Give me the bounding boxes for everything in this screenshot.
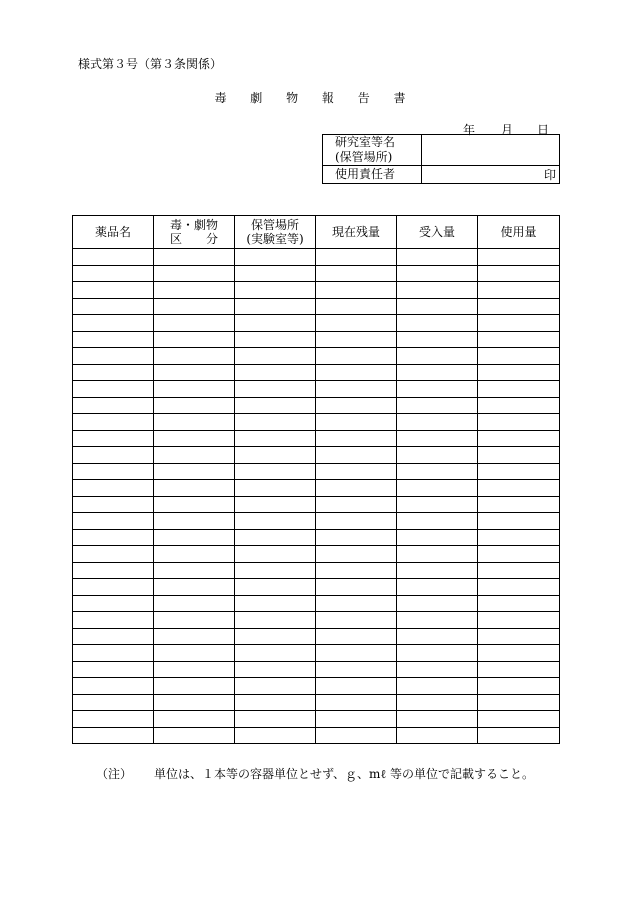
cell-used[interactable] (478, 265, 560, 282)
cell-remaining[interactable] (316, 579, 397, 596)
cell-used[interactable] (478, 678, 560, 695)
cell-chemical-name[interactable] (73, 595, 154, 612)
cell-used[interactable] (478, 249, 560, 266)
seal-mark: 印 (543, 168, 556, 182)
cell-storage[interactable] (235, 430, 316, 447)
cell-remaining[interactable] (316, 595, 397, 612)
cell-storage[interactable] (235, 579, 316, 596)
storage-place-label: (保管場所) (335, 150, 393, 164)
cell-remaining[interactable] (316, 430, 397, 447)
cell-chemical-name[interactable] (73, 661, 154, 678)
cell-category[interactable] (154, 381, 235, 398)
cell-chemical-name[interactable] (73, 529, 154, 546)
cell-category[interactable] (154, 348, 235, 365)
cell-storage[interactable] (235, 331, 316, 348)
cell-storage[interactable] (235, 529, 316, 546)
cell-chemical-name[interactable] (73, 480, 154, 497)
cell-category[interactable] (154, 529, 235, 546)
cell-category[interactable] (154, 513, 235, 530)
header-received: 受入量 (397, 216, 478, 249)
cell-chemical-name[interactable] (73, 612, 154, 629)
cell-remaining[interactable] (316, 364, 397, 381)
cell-category[interactable] (154, 678, 235, 695)
cell-remaining[interactable] (316, 282, 397, 299)
cell-chemical-name[interactable] (73, 331, 154, 348)
header-storage (235, 216, 316, 249)
cell-category[interactable] (154, 447, 235, 464)
cell-used[interactable] (478, 727, 560, 744)
cell-received[interactable] (397, 463, 478, 480)
table-row (73, 381, 560, 398)
cell-used[interactable] (478, 298, 560, 315)
cell-used[interactable] (478, 595, 560, 612)
cell-storage[interactable] (235, 727, 316, 744)
cell-storage[interactable] (235, 496, 316, 513)
cell-chemical-name[interactable] (73, 315, 154, 332)
cell-used[interactable] (478, 612, 560, 629)
table-row (73, 265, 560, 282)
table-row (73, 414, 560, 431)
cell-storage[interactable] (235, 711, 316, 728)
cell-storage[interactable] (235, 694, 316, 711)
cell-received[interactable] (397, 447, 478, 464)
date-month-label: 月 (501, 123, 514, 137)
cell-storage[interactable] (235, 282, 316, 299)
cell-storage[interactable] (235, 562, 316, 579)
cell-category[interactable] (154, 282, 235, 299)
cell-used[interactable] (478, 513, 560, 530)
lab-name-label-cell (323, 135, 422, 166)
table-row (73, 711, 560, 728)
cell-received[interactable] (397, 315, 478, 332)
cell-category[interactable] (154, 249, 235, 266)
cell-category[interactable] (154, 480, 235, 497)
table-row (73, 645, 560, 662)
cell-storage[interactable] (235, 298, 316, 315)
cell-remaining[interactable] (316, 480, 397, 497)
cell-remaining[interactable] (316, 249, 397, 266)
cell-remaining[interactable] (316, 265, 397, 282)
cell-remaining[interactable] (316, 645, 397, 662)
table-row (73, 364, 560, 381)
cell-used[interactable] (478, 348, 560, 365)
cell-chemical-name[interactable] (73, 364, 154, 381)
cell-category[interactable] (154, 364, 235, 381)
header-storage-line1: 保管場所 (250, 218, 299, 232)
table-row (73, 529, 560, 546)
date-day-label: 日 (537, 123, 550, 137)
cell-received[interactable] (397, 364, 478, 381)
cell-storage[interactable] (235, 595, 316, 612)
cell-storage[interactable] (235, 513, 316, 530)
cell-category[interactable] (154, 562, 235, 579)
cell-category[interactable] (154, 496, 235, 513)
cell-chemical-name[interactable] (73, 414, 154, 431)
cell-used[interactable] (478, 414, 560, 431)
cell-used[interactable] (478, 694, 560, 711)
cell-received[interactable] (397, 529, 478, 546)
cell-remaining[interactable] (316, 678, 397, 695)
cell-remaining[interactable] (316, 447, 397, 464)
cell-remaining[interactable] (316, 727, 397, 744)
cell-remaining[interactable] (316, 546, 397, 563)
cell-category[interactable] (154, 298, 235, 315)
cell-storage[interactable] (235, 612, 316, 629)
cell-remaining[interactable] (316, 661, 397, 678)
cell-category[interactable] (154, 579, 235, 596)
cell-remaining[interactable] (316, 381, 397, 398)
cell-chemical-name[interactable] (73, 381, 154, 398)
cell-category[interactable] (154, 645, 235, 662)
cell-chemical-name[interactable] (73, 546, 154, 563)
cell-chemical-name[interactable] (73, 430, 154, 447)
cell-category[interactable] (154, 595, 235, 612)
table-row (73, 661, 560, 678)
cell-storage[interactable] (235, 645, 316, 662)
cell-remaining[interactable] (316, 315, 397, 332)
cell-received[interactable] (397, 612, 478, 629)
cell-storage[interactable] (235, 546, 316, 563)
cell-chemical-name[interactable] (73, 265, 154, 282)
cell-received[interactable] (397, 249, 478, 266)
cell-received[interactable] (397, 546, 478, 563)
cell-category[interactable] (154, 694, 235, 711)
cell-storage[interactable] (235, 628, 316, 645)
cell-category[interactable] (154, 397, 235, 414)
cell-received[interactable] (397, 282, 478, 299)
cell-received[interactable] (397, 397, 478, 414)
cell-used[interactable] (478, 381, 560, 398)
cell-chemical-name[interactable] (73, 298, 154, 315)
cell-used[interactable] (478, 315, 560, 332)
cell-used[interactable] (478, 661, 560, 678)
cell-chemical-name[interactable] (73, 397, 154, 414)
cell-received[interactable] (397, 513, 478, 530)
cell-used[interactable] (478, 645, 560, 662)
cell-storage[interactable] (235, 348, 316, 365)
cell-storage[interactable] (235, 315, 316, 332)
cell-remaining[interactable] (316, 463, 397, 480)
date-year-label: 年 (463, 123, 476, 137)
cell-remaining[interactable] (316, 397, 397, 414)
cell-remaining[interactable] (316, 694, 397, 711)
cell-received[interactable] (397, 645, 478, 662)
cell-chemical-name[interactable] (73, 678, 154, 695)
cell-chemical-name[interactable] (73, 447, 154, 464)
cell-remaining[interactable] (316, 612, 397, 629)
cell-chemical-name[interactable] (73, 282, 154, 299)
cell-chemical-name[interactable] (73, 628, 154, 645)
cell-received[interactable] (397, 496, 478, 513)
header-chemical-name: 薬品名 (73, 216, 154, 249)
table-row (73, 331, 560, 348)
table-row (73, 447, 560, 464)
cell-category[interactable] (154, 331, 235, 348)
cell-received[interactable] (397, 711, 478, 728)
header-category-line1: 毒・劇物 (169, 218, 218, 232)
table-row (73, 513, 560, 530)
cell-received[interactable] (397, 628, 478, 645)
lab-name-field[interactable] (422, 135, 560, 166)
cell-chemical-name[interactable] (73, 562, 154, 579)
cell-storage[interactable] (235, 678, 316, 695)
table-row (73, 282, 560, 299)
table-row (73, 397, 560, 414)
table-row (73, 480, 560, 497)
header-remaining: 現在残量 (316, 216, 397, 249)
cell-storage[interactable] (235, 480, 316, 497)
table-row (73, 463, 560, 480)
cell-category[interactable] (154, 711, 235, 728)
table-header-row (73, 216, 560, 249)
cell-category[interactable] (154, 265, 235, 282)
cell-category[interactable] (154, 463, 235, 480)
cell-used[interactable] (478, 562, 560, 579)
cell-remaining[interactable] (316, 348, 397, 365)
cell-category[interactable] (154, 612, 235, 629)
form-number: 様式第３号（第３条関係） (78, 57, 223, 71)
cell-received[interactable] (397, 414, 478, 431)
cell-category[interactable] (154, 661, 235, 678)
table-row (73, 298, 560, 315)
table-row (73, 430, 560, 447)
cell-remaining[interactable] (316, 414, 397, 431)
table-row (73, 595, 560, 612)
cell-storage[interactable] (235, 381, 316, 398)
cell-storage[interactable] (235, 364, 316, 381)
table-row (73, 496, 560, 513)
cell-category[interactable] (154, 628, 235, 645)
cell-chemical-name[interactable] (73, 727, 154, 744)
cell-used[interactable] (478, 331, 560, 348)
manager-label: 使用責任者 (323, 166, 422, 184)
cell-used[interactable] (478, 628, 560, 645)
cell-chemical-name[interactable] (73, 711, 154, 728)
header-category-line2: 区 分 (169, 232, 218, 246)
cell-received[interactable] (397, 661, 478, 678)
header-category (154, 216, 235, 249)
lab-name-label: 研究室等名 (335, 135, 396, 149)
manager-field[interactable] (422, 166, 560, 184)
cell-category[interactable] (154, 430, 235, 447)
cell-chemical-name[interactable] (73, 463, 154, 480)
document-title: 毒 劇 物 報 告 書 (214, 91, 416, 105)
cell-category[interactable] (154, 414, 235, 431)
cell-storage[interactable] (235, 397, 316, 414)
table-row (73, 315, 560, 332)
cell-used[interactable] (478, 397, 560, 414)
cell-used[interactable] (478, 529, 560, 546)
cell-received[interactable] (397, 678, 478, 695)
cell-received[interactable] (397, 694, 478, 711)
cell-received[interactable] (397, 727, 478, 744)
table-row (73, 562, 560, 579)
cell-used[interactable] (478, 282, 560, 299)
table-row (73, 579, 560, 596)
cell-chemical-name[interactable] (73, 496, 154, 513)
table-row (73, 678, 560, 695)
header-storage-line2: (実験室等) (246, 232, 304, 246)
cell-received[interactable] (397, 480, 478, 497)
cell-chemical-name[interactable] (73, 645, 154, 662)
cell-used[interactable] (478, 364, 560, 381)
cell-remaining[interactable] (316, 529, 397, 546)
cell-received[interactable] (397, 331, 478, 348)
table-row (73, 628, 560, 645)
report-table (72, 215, 560, 744)
cell-category[interactable] (154, 727, 235, 744)
cell-chemical-name[interactable] (73, 513, 154, 530)
cell-storage[interactable] (235, 414, 316, 431)
footnote (96, 765, 534, 782)
cell-remaining[interactable] (316, 496, 397, 513)
cell-used[interactable] (478, 546, 560, 563)
cell-category[interactable] (154, 546, 235, 563)
cell-used[interactable] (478, 711, 560, 728)
table-row (73, 612, 560, 629)
cell-remaining[interactable] (316, 711, 397, 728)
cell-remaining[interactable] (316, 331, 397, 348)
cell-storage[interactable] (235, 265, 316, 282)
cell-received[interactable] (397, 298, 478, 315)
footnote-text: 単位は、１本等の容器単位とせず、ｇ、mℓ 等の単位で記載すること。 (154, 767, 534, 781)
lab-info-table (322, 134, 560, 184)
cell-used[interactable] (478, 480, 560, 497)
table-row (73, 694, 560, 711)
cell-used[interactable] (478, 496, 560, 513)
cell-chemical-name[interactable] (73, 249, 154, 266)
cell-received[interactable] (397, 430, 478, 447)
cell-used[interactable] (478, 463, 560, 480)
cell-category[interactable] (154, 315, 235, 332)
cell-chemical-name[interactable] (73, 348, 154, 365)
cell-received[interactable] (397, 579, 478, 596)
cell-used[interactable] (478, 579, 560, 596)
cell-remaining[interactable] (316, 562, 397, 579)
cell-chemical-name[interactable] (73, 579, 154, 596)
cell-storage[interactable] (235, 249, 316, 266)
table-row (73, 249, 560, 266)
cell-storage[interactable] (235, 447, 316, 464)
cell-remaining[interactable] (316, 513, 397, 530)
cell-used[interactable] (478, 447, 560, 464)
cell-storage[interactable] (235, 661, 316, 678)
cell-chemical-name[interactable] (73, 694, 154, 711)
cell-received[interactable] (397, 348, 478, 365)
cell-storage[interactable] (235, 463, 316, 480)
cell-received[interactable] (397, 595, 478, 612)
table-row (73, 727, 560, 744)
cell-received[interactable] (397, 265, 478, 282)
cell-received[interactable] (397, 381, 478, 398)
cell-remaining[interactable] (316, 628, 397, 645)
cell-used[interactable] (478, 430, 560, 447)
footnote-prefix: （注） (96, 767, 133, 781)
table-row (73, 348, 560, 365)
table-row (73, 546, 560, 563)
table-body (73, 249, 560, 744)
cell-received[interactable] (397, 562, 478, 579)
cell-remaining[interactable] (316, 298, 397, 315)
header-used: 使用量 (478, 216, 560, 249)
